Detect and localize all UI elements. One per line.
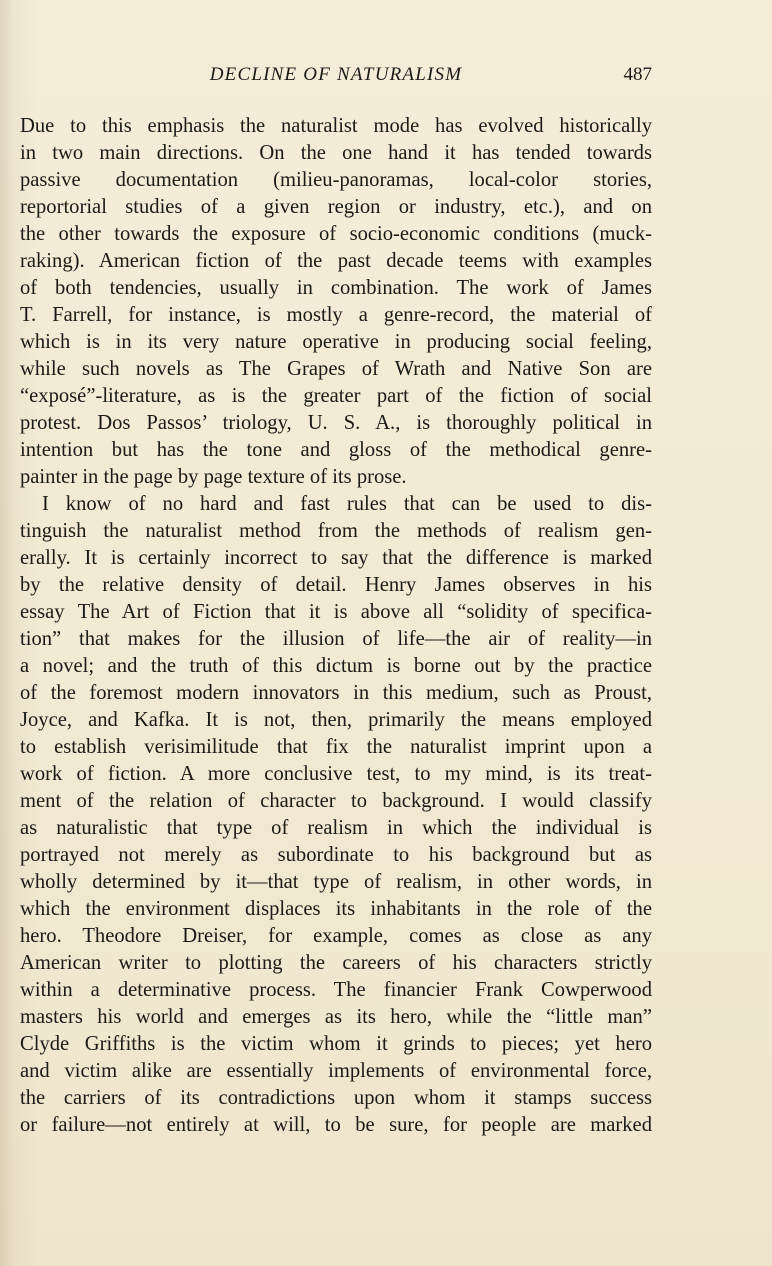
text-line: a novel; and the truth of this dictum is borne out by the practice: [20, 655, 652, 677]
page-header: [20, 62, 652, 88]
text-line: work of fiction. A more conclusive test, to my mind, is its treat-: [20, 763, 652, 785]
paragraph: [20, 113, 652, 491]
text-line: masters his world and emerges as its hero, while the “little man”: [20, 1006, 652, 1028]
text-line: reportorial studies of a given region or industry, etc.), and on: [20, 196, 652, 218]
text-line: tinguish the naturalist method from the methods of realism gen-: [20, 520, 652, 542]
paragraph: [20, 491, 652, 1139]
text-line: within a determinative process. The financier Frank Cowperwood: [20, 979, 652, 1001]
text-line: I know of no hard and fast rules that can be used to dis-: [42, 493, 652, 515]
text-line: the carriers of its contradictions upon whom it stamps success: [20, 1087, 652, 1109]
text-line: hero. Theodore Dreiser, for example, comes as close as any: [20, 925, 652, 947]
text-line: as naturalistic that type of realism in which the individual is: [20, 817, 652, 839]
text-line: to establish verisimilitude that fix the naturalist imprint upon a: [20, 736, 652, 758]
text-line: portrayed not merely as subordinate to his background but as: [20, 844, 652, 866]
text-line: and victim alike are essentially implements of environmental force,: [20, 1060, 652, 1082]
text-line: painter in the page by page texture of its prose.: [20, 466, 407, 488]
text-line: Clyde Griffiths is the victim whom it grinds to pieces; yet hero: [20, 1033, 652, 1055]
text-line: intention but has the tone and gloss of the methodical genre-: [20, 439, 652, 461]
text-line: tion” that makes for the illusion of life—the air of reality—in: [20, 628, 652, 650]
page-number: 487: [623, 64, 652, 85]
text-line: essay The Art of Fiction that it is above all “solidity of specifica-: [20, 601, 652, 623]
running-title: DECLINE OF NATURALISM: [209, 64, 463, 85]
text-line: T. Farrell, for instance, is mostly a genre-record, the material of: [20, 304, 652, 326]
text-line: “exposé”-literature, as is the greater part of the fiction of social: [20, 385, 652, 407]
text-line: while such novels as The Grapes of Wrath and Native Son are: [20, 358, 652, 380]
text-line: passive documentation (milieu-panoramas, local-color stories,: [20, 169, 652, 191]
text-line: American writer to plotting the careers of his characters strictly: [20, 952, 652, 974]
text-line: or failure—not entirely at will, to be sure, for people are marked: [20, 1114, 652, 1136]
text-line: protest. Dos Passos’ triology, U. S. A., is thoroughly political in: [20, 412, 652, 434]
text-line: Joyce, and Kafka. It is not, then, primarily the means employed: [20, 709, 652, 731]
text-line: ment of the relation of character to background. I would classify: [20, 790, 652, 812]
text-line: of the foremost modern innovators in this medium, such as Proust,: [20, 682, 652, 704]
text-line: raking). American fiction of the past decade teems with examples: [20, 250, 652, 272]
text-line: in two main directions. On the one hand it has tended towards: [20, 142, 652, 164]
text-line: which the environment displaces its inhabitants in the role of the: [20, 898, 652, 920]
text-line: of both tendencies, usually in combination. The work of James: [20, 277, 652, 299]
text-line: erally. It is certainly incorrect to say that the difference is marked: [20, 547, 652, 569]
text-line: wholly determined by it—that type of realism, in other words, in: [20, 871, 652, 893]
body-text: [20, 113, 652, 1139]
text-line: by the relative density of detail. Henry James observes in his: [20, 574, 652, 596]
text-line: the other towards the exposure of socio-economic conditions (muck-: [20, 223, 652, 245]
text-line: Due to this emphasis the naturalist mode has evolved historically: [20, 115, 652, 137]
text-line: which is in its very nature operative in producing social feeling,: [20, 331, 652, 353]
